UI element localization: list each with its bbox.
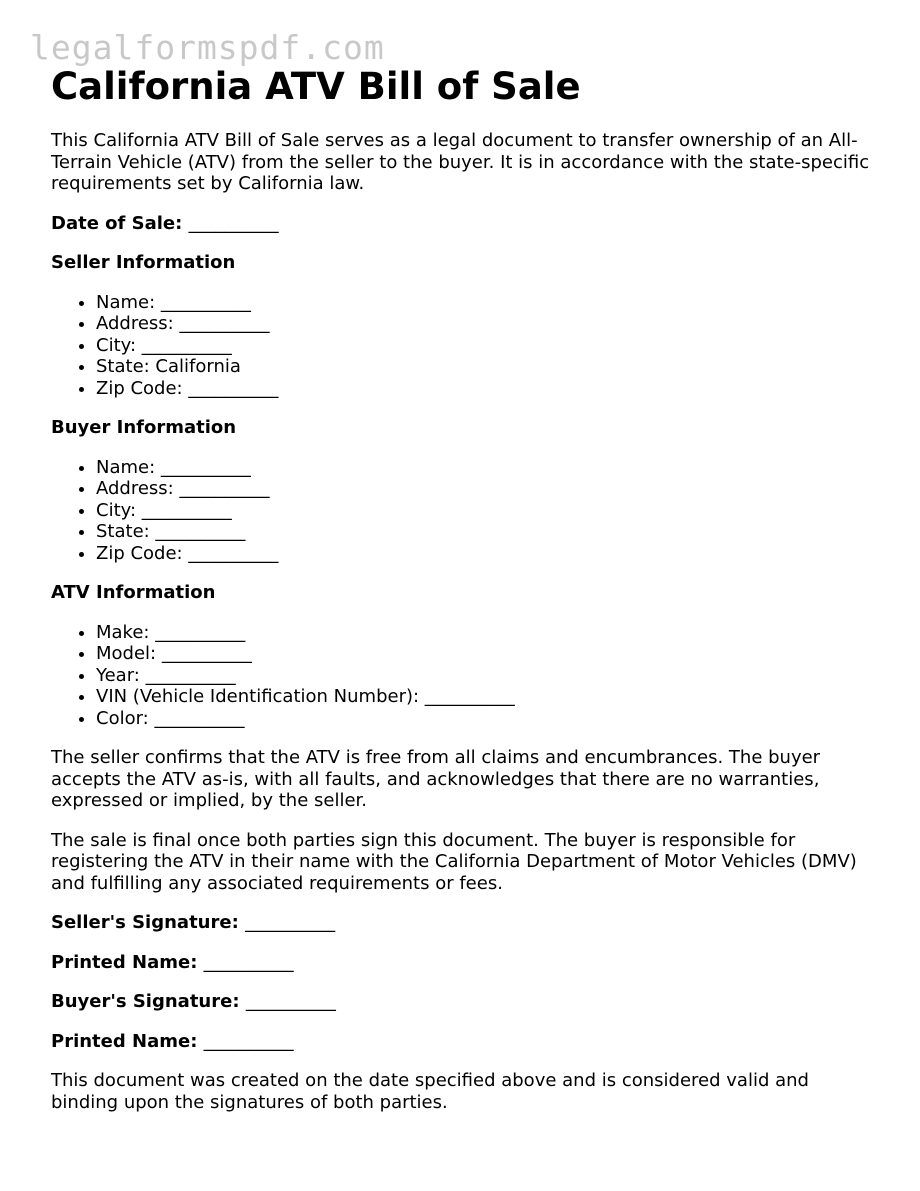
claims-paragraph: The seller confirms that the ATV is free from all claims and encumbrances. The buyer accepts the ATV as-is, with all faults, and acknowledges that there are no warranties, expressed or implied, by the seller. <box>51 747 821 811</box>
seller-printed-name-field <box>51 952 876 974</box>
seller-name-item: • Name: __________ <box>96 292 876 314</box>
seller-info-list <box>51 292 876 400</box>
buyer-printed-name-blank[interactable]: __________ <box>203 1030 294 1052</box>
intro-paragraph: This California ATV Bill of Sale serves as a legal document to transfer ownership of an All-Terrain Vehicle (ATV) from the seller to the buyer. It is in accordance with the state-specific requirements set by California law. <box>51 130 870 194</box>
atv-info-list <box>51 622 876 730</box>
atv-make-item: • Make: __________ <box>96 622 876 644</box>
buyer-address-item: • Address: __________ <box>96 478 876 500</box>
seller-signature-label: Seller's Signature: <box>51 912 239 933</box>
seller-signature-blank[interactable]: __________ <box>245 912 336 933</box>
atv-color-item: • Color: __________ <box>96 708 876 730</box>
seller-address-item: • Address: __________ <box>96 313 876 335</box>
buyer-info-list <box>51 457 876 565</box>
date-of-sale-field <box>51 213 876 235</box>
buyer-state-item: • State: __________ <box>96 521 876 543</box>
seller-signature-field <box>51 912 876 934</box>
atv-model-item: • Model: __________ <box>96 643 876 665</box>
seller-state-item: • State: California <box>96 356 876 378</box>
buyer-printed-name-label: Printed Name: <box>51 1030 198 1052</box>
buyer-city-item: • City: __________ <box>96 500 876 522</box>
buyer-signature-label: Buyer's Signature: <box>51 991 240 1012</box>
document-page <box>51 62 876 1131</box>
atv-heading: ATV Information <box>51 582 216 603</box>
document-title: California ATV Bill of Sale <box>51 65 581 108</box>
buyer-name-item: • Name: __________ <box>96 457 876 479</box>
buyer-signature-blank[interactable]: __________ <box>245 991 336 1012</box>
date-of-sale-blank[interactable]: __________ <box>188 212 279 234</box>
closing-paragraph: This document was created on the date specified above and is considered valid and binding upon the signatures of both parties. <box>51 1070 809 1113</box>
watermark-logo: legalformspdf.com <box>30 28 385 67</box>
buyer-zip-item: • Zip Code: __________ <box>96 543 876 565</box>
atv-vin-item: • VIN (Vehicle Identification Number): __________ <box>96 686 876 708</box>
seller-printed-name-label: Printed Name: <box>51 951 198 973</box>
buyer-heading: Buyer Information <box>51 417 237 438</box>
seller-printed-name-blank[interactable]: __________ <box>203 951 294 973</box>
atv-year-item: • Year: __________ <box>96 665 876 687</box>
seller-zip-item: • Zip Code: __________ <box>96 378 876 400</box>
final-sale-paragraph: The sale is final once both parties sign this document. The buyer is responsible for registering the ATV in their name with the California Department of Motor Vehicles (DMV) and fulfilling any associated requirements or fees. <box>51 829 857 894</box>
buyer-printed-name-field <box>51 1031 876 1053</box>
seller-city-item: • City: __________ <box>96 335 876 357</box>
seller-heading: Seller Information <box>51 252 236 273</box>
date-of-sale-label: Date of Sale: <box>51 212 183 234</box>
buyer-signature-field <box>51 991 876 1013</box>
